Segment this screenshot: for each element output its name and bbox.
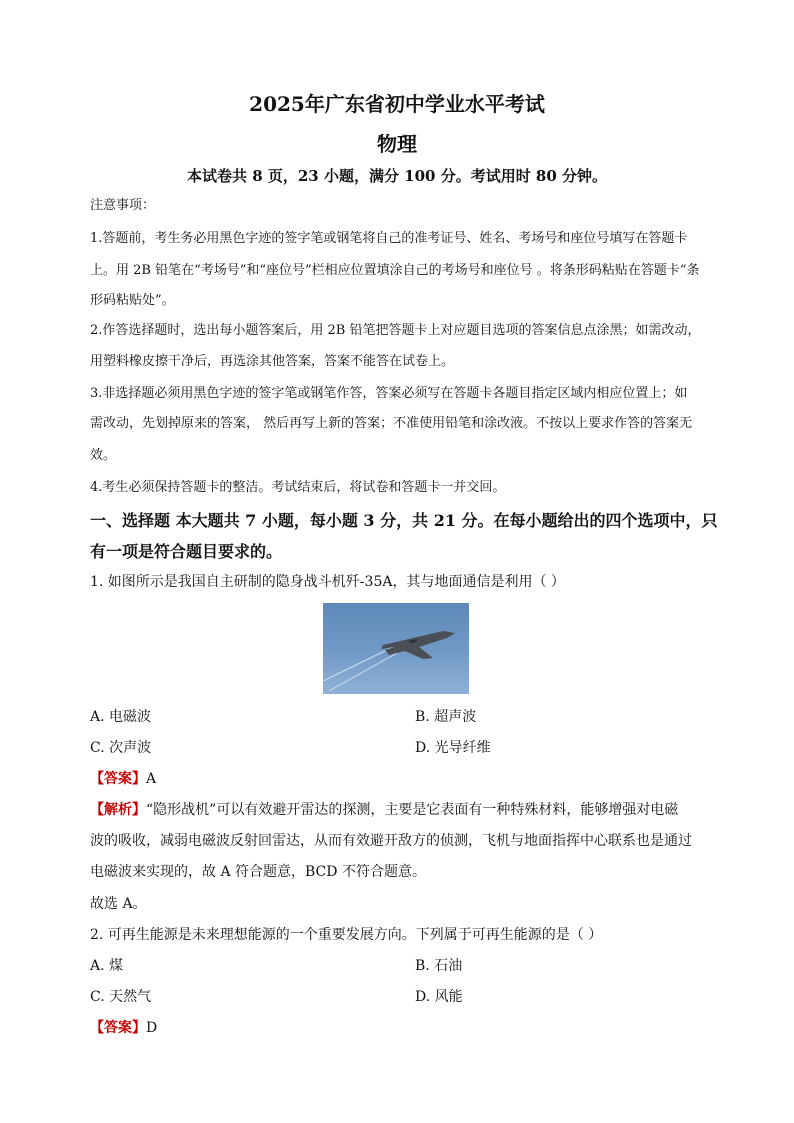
section-heading: 有一项是符合题目要求的。 <box>90 542 283 561</box>
option-a: A. 煤 <box>90 958 124 974</box>
option-d: D. 光导纤维 <box>415 740 491 756</box>
option-a: A. 电磁波 <box>90 709 152 725</box>
question-2-stem: 2. 可再生能源是未来理想能源的一个重要发展方向。下列属于可再生能源的是（ ） <box>90 927 603 943</box>
option-c: C. 天然气 <box>90 989 152 1005</box>
notes-line: 2.作答选择题时，选出每小题答案后，用 2B 铅笔把答题卡上对应题目选项的答案信息点涂黑；如需改动， <box>90 323 701 338</box>
exam-meta: 本试卷共 8 页，23 小题，满分 100 分。考试用时 80 分钟。 <box>186 167 608 185</box>
analysis-line: 电磁波来实现的，故 A 符合题意，BCD 不符合题意。 <box>90 864 426 880</box>
analysis-tag: 【解析】 <box>90 802 146 818</box>
subject-title: 物理 <box>377 132 417 156</box>
page-title: 2025年广东省初中学业水平考试 <box>249 92 545 116</box>
notes-line: 3.非选择题必须用黑色字迹的签字笔或钢笔作答，答案必须写在答题卡各题目指定区域内相应位置上；如 <box>90 386 688 401</box>
notes-line: 效。 <box>90 448 117 463</box>
answer-value: D <box>146 1020 158 1036</box>
notes-line: 1.答题前，考生务必用黑色字迹的签字笔或钢笔将自己的准考证号、姓名、考场号和座位号填写在答题卡 <box>90 231 688 246</box>
answer-tag: 【答案】 <box>90 1020 146 1036</box>
analysis-text: “隐形战机”可以有效避开雷达的探测，主要是它表面有一种特殊材料，能够增强对电磁 <box>146 802 679 818</box>
notes-line: 形码粘贴处”。 <box>90 293 175 308</box>
notes-line: 需改动，先划掉原来的答案， 然后再写上新的答案；不准使用铅笔和涂改液。不按以上要求作答的答案无 <box>90 416 693 431</box>
option-b: B. 石油 <box>415 958 463 974</box>
answer-tag: 【答案】 <box>90 771 146 787</box>
notes-line: 用塑料橡皮擦干净后，再选涂其他答案，答案不能答在试卷上。 <box>90 354 455 369</box>
answer-line <box>90 768 156 788</box>
option-c: C. 次声波 <box>90 740 152 756</box>
section-heading: 一、选择题 本大题共 7 小题，每小题 3 分，共 21 分。在每小题给出的四个选项中，只 <box>90 511 718 530</box>
question-1-stem: 1. 如图所示是我国自主研制的隐身战斗机歼-35A，其与地面通信是利用（ ） <box>90 574 565 590</box>
notes-line: 4.考生必须保持答题卡的整洁。考试结束后，将试卷和答题卡一并交回。 <box>90 480 506 495</box>
option-d: D. 风能 <box>415 989 463 1005</box>
option-b: B. 超声波 <box>415 709 477 725</box>
analysis-line <box>90 799 678 819</box>
notes-heading: 注意事项： <box>90 198 156 213</box>
answer-line <box>90 1017 157 1037</box>
notes-line: 上。用 2B 铅笔在“考场号”和“座位号”栏相应位置填涂自己的考场号和座位号 。将条形码粘贴在答题卡“条 <box>90 263 700 278</box>
analysis-line: 故选 A。 <box>90 896 147 912</box>
answer-value: A <box>146 771 157 787</box>
stealth-fighter-image <box>323 603 469 694</box>
analysis-line: 波的吸收，减弱电磁波反射回雷达，从而有效避开敌方的侦测，飞机与地面指挥中心联系也是通过 <box>90 833 692 849</box>
